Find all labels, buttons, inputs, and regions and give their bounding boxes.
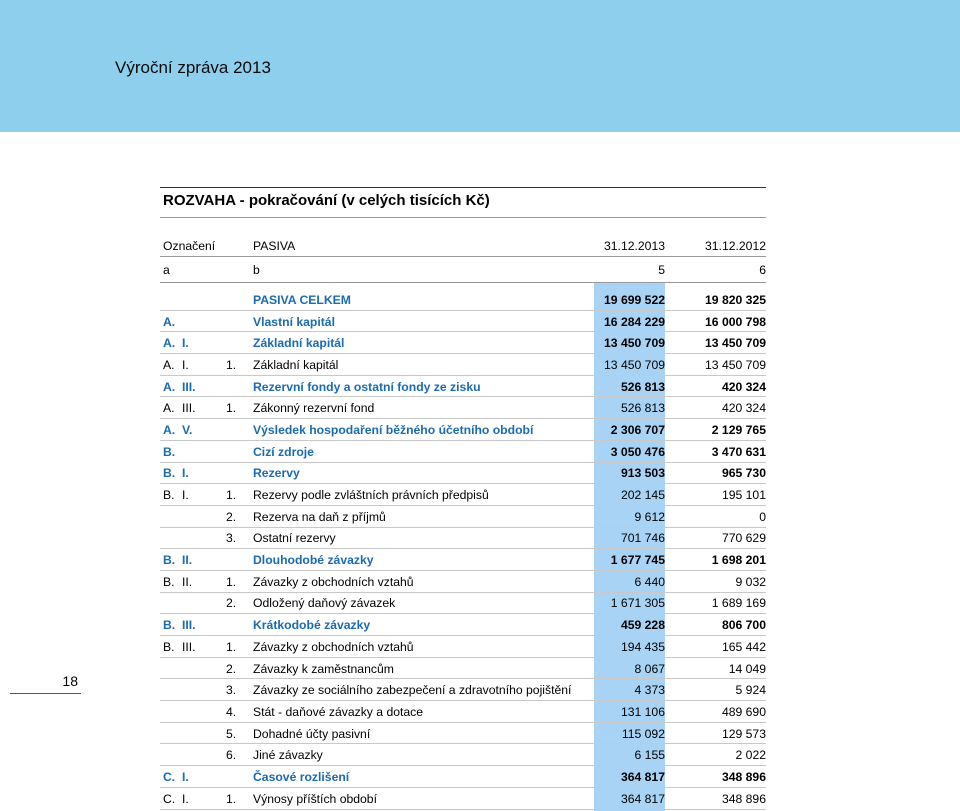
row-value-2013: 131 106 <box>620 704 665 719</box>
row-value-2013: 8 067 <box>634 661 665 676</box>
row-value-2012: 14 049 <box>728 661 766 676</box>
row-mark-1: B. <box>163 444 176 459</box>
row-value-2012: 2 022 <box>735 748 766 763</box>
row-mark-3: 2. <box>226 509 237 524</box>
row-mark-1: A. <box>163 336 176 351</box>
row-value-2013: 13 450 709 <box>604 357 665 372</box>
index-c2: 6 <box>759 263 766 277</box>
row-name: Závazky z obchodních vztahů <box>253 574 414 589</box>
row-name: Závazky k zaměstnancům <box>253 661 394 676</box>
row-value-2012: 13 450 709 <box>705 357 766 372</box>
row-mark-2: I. <box>182 791 189 806</box>
row-mark-2: I. <box>182 488 189 503</box>
table-row <box>160 614 766 636</box>
table-body <box>160 289 766 810</box>
row-mark-1: B. <box>163 639 175 654</box>
table-row <box>160 311 766 333</box>
row-mark-1: B. <box>163 553 176 568</box>
row-value-2012: 420 324 <box>721 401 766 416</box>
row-mark-3: 1. <box>226 574 237 589</box>
column-header-name: PASIVA <box>253 238 296 253</box>
column-header-year2: 31.12.2012 <box>705 238 766 253</box>
row-mark-3: 1. <box>226 488 237 503</box>
row-value-2013: 526 813 <box>620 401 665 416</box>
row-name: Stát - daňové závazky a dotace <box>253 704 424 719</box>
row-value-2013: 1 671 305 <box>610 596 665 611</box>
row-mark-2: I. <box>182 769 189 784</box>
row-value-2013: 6 440 <box>634 574 665 589</box>
table-row <box>160 679 766 701</box>
index-c1: 5 <box>658 263 665 277</box>
row-name: Závazky z obchodních vztahů <box>253 639 414 654</box>
column-header-year1: 31.12.2013 <box>604 238 665 253</box>
row-mark-3: 6. <box>226 748 237 763</box>
row-value-2013: 9 612 <box>634 509 665 524</box>
row-mark-2: III. <box>182 618 196 633</box>
row-mark-3: 2. <box>226 596 237 611</box>
row-mark-2: I. <box>182 336 189 351</box>
row-mark-3: 3. <box>226 683 237 698</box>
row-name: Cizí zdroje <box>253 444 314 459</box>
balance-sheet-table <box>160 234 766 810</box>
row-name: Vlastní kapitál <box>253 314 335 329</box>
row-mark-3: 1. <box>226 401 237 416</box>
row-mark-1: B. <box>163 574 175 589</box>
table-row <box>160 484 766 506</box>
table-row <box>160 549 766 571</box>
row-value-2013: 364 817 <box>620 791 665 806</box>
row-value-2013: 701 746 <box>620 531 665 546</box>
row-mark-3: 1. <box>226 639 237 654</box>
row-value-2013: 459 228 <box>620 618 665 633</box>
row-value-2012: 348 896 <box>721 791 766 806</box>
table-row <box>160 744 766 766</box>
row-value-2012: 129 573 <box>721 726 766 741</box>
row-name: Rezervy podle zvláštních právních předpisů <box>253 488 489 503</box>
row-mark-3: 2. <box>226 661 237 676</box>
row-name: Jiné závazky <box>253 748 323 763</box>
row-value-2012: 770 629 <box>721 531 766 546</box>
row-name: Odložený daňový závazek <box>253 596 396 611</box>
table-row <box>160 354 766 376</box>
row-mark-1: A. <box>163 401 175 416</box>
table-row <box>160 636 766 658</box>
row-mark-2: III. <box>182 401 196 416</box>
column-header-label: Označení <box>163 238 216 253</box>
row-value-2013: 6 155 <box>634 748 665 763</box>
row-name: Výsledek hospodaření běžného účetního období <box>253 422 534 437</box>
row-mark-3: 3. <box>226 531 237 546</box>
row-value-2012: 195 101 <box>721 488 766 503</box>
row-value-2013: 913 503 <box>620 466 665 481</box>
row-mark-1: A. <box>163 357 175 372</box>
row-value-2013: 115 092 <box>621 726 665 741</box>
row-value-2012: 806 700 <box>721 618 766 633</box>
row-mark-2: V. <box>182 422 193 437</box>
row-value-2012: 1 689 169 <box>711 596 766 611</box>
row-mark-1: A. <box>163 314 176 329</box>
row-mark-2: II. <box>182 553 193 568</box>
row-value-2012: 165 442 <box>721 639 766 654</box>
row-name: Dohadné účty pasivní <box>253 726 371 741</box>
row-value-2012: 2 129 765 <box>711 422 766 437</box>
row-mark-1: A. <box>163 422 176 437</box>
table-row <box>160 376 766 398</box>
row-value-2013: 19 699 522 <box>604 292 665 307</box>
row-value-2012: 16 000 798 <box>705 314 766 329</box>
table-row <box>160 571 766 593</box>
row-value-2013: 1 677 745 <box>610 553 665 568</box>
title-top-rule <box>160 187 766 188</box>
table-row <box>160 593 766 615</box>
table-row <box>160 528 766 550</box>
row-name: Základní kapitál <box>253 336 345 351</box>
index-b: b <box>253 263 260 277</box>
table-row <box>160 766 766 788</box>
row-mark-1: C. <box>163 769 176 784</box>
page-number-rule <box>10 693 81 694</box>
table-row <box>160 332 766 354</box>
header-title: Výroční zpráva 2013 <box>115 58 271 77</box>
row-mark-3: 1. <box>226 791 237 806</box>
row-value-2012: 965 730 <box>721 466 766 481</box>
table-row <box>160 723 766 745</box>
row-mark-2: I. <box>182 466 189 481</box>
table-row <box>160 289 766 311</box>
table-row <box>160 397 766 419</box>
row-value-2013: 202 145 <box>620 488 665 503</box>
report-title: ROZVAHA - pokračování (v celých tisících Kč) <box>163 192 490 209</box>
row-mark-2: III. <box>182 639 196 654</box>
row-name: Zákonný rezervní fond <box>253 401 375 416</box>
table-row <box>160 658 766 680</box>
row-value-2012: 5 924 <box>735 683 766 698</box>
header-band <box>0 0 960 132</box>
row-mark-3: 4. <box>226 704 237 719</box>
row-mark-1: B. <box>163 488 175 503</box>
row-value-2013: 194 435 <box>620 639 665 654</box>
table-index-row <box>160 257 766 283</box>
row-value-2012: 489 690 <box>721 704 766 719</box>
row-mark-3: 1. <box>226 357 237 372</box>
row-value-2012: 13 450 709 <box>705 336 766 351</box>
table-header-row <box>160 234 766 257</box>
row-mark-2: I. <box>182 357 189 372</box>
row-value-2013: 526 813 <box>620 379 665 394</box>
row-value-2013: 2 306 707 <box>610 422 665 437</box>
table-row <box>160 441 766 463</box>
row-name: Rezervy <box>253 466 300 481</box>
row-value-2012: 420 324 <box>721 379 766 394</box>
table-row <box>160 506 766 528</box>
row-name: Dlouhodobé závazky <box>253 553 374 568</box>
index-a: a <box>163 263 170 277</box>
row-mark-1: B. <box>163 466 176 481</box>
row-mark-2: II. <box>182 574 193 589</box>
row-name: Rezervní fondy a ostatní fondy ze zisku <box>253 379 481 394</box>
row-value-2012: 3 470 631 <box>711 444 766 459</box>
row-name: Rezerva na daň z příjmů <box>253 509 386 524</box>
row-value-2013: 364 817 <box>620 769 665 784</box>
row-name: PASIVA CELKEM <box>253 292 351 307</box>
row-mark-1: B. <box>163 618 176 633</box>
row-name: Ostatní rezervy <box>253 531 336 546</box>
page-number: 18 <box>62 673 78 689</box>
table-row <box>160 788 766 810</box>
row-value-2013: 4 373 <box>634 683 665 698</box>
row-value-2013: 3 050 476 <box>610 444 665 459</box>
row-value-2012: 9 032 <box>735 574 766 589</box>
row-mark-1: C. <box>163 791 176 806</box>
table-row <box>160 701 766 723</box>
row-value-2013: 13 450 709 <box>604 336 665 351</box>
row-value-2012: 1 698 201 <box>711 553 766 568</box>
row-mark-2: III. <box>182 379 196 394</box>
row-value-2012: 19 820 325 <box>705 292 766 307</box>
row-mark-1: A. <box>163 379 176 394</box>
row-value-2013: 16 284 229 <box>604 314 665 329</box>
row-value-2012: 348 896 <box>721 769 766 784</box>
row-value-2012: 0 <box>759 509 766 524</box>
table-row <box>160 419 766 441</box>
row-mark-3: 5. <box>226 726 237 741</box>
table-row <box>160 463 766 485</box>
row-name: Krátkodobé závazky <box>253 618 371 633</box>
row-name: Výnosy příštích období <box>253 791 377 806</box>
row-name: Základní kapitál <box>253 357 339 372</box>
row-name: Závazky ze sociálního zabezpečení a zdravotního pojištění <box>253 683 572 698</box>
row-name: Časové rozlišení <box>253 769 350 784</box>
title-bottom-rule <box>160 217 766 218</box>
